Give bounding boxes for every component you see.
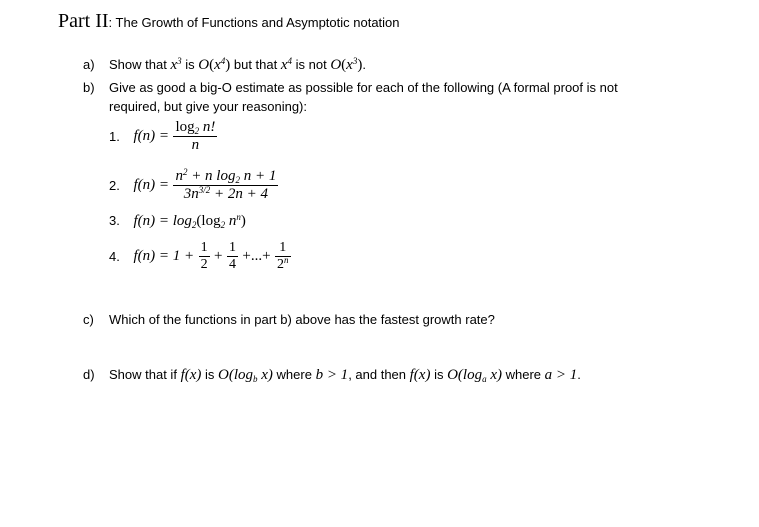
item-4-frac-3 (275, 240, 291, 273)
item-3-label: 3. (109, 213, 120, 228)
item-2-num-c: n + 1 (239, 168, 277, 184)
item-4-f3-sup: n (284, 255, 289, 265)
item-3-sub2: 2 (220, 220, 226, 230)
item-2-num-sup: 2 (182, 167, 188, 177)
item-2-num-sub: 2 (235, 175, 240, 185)
item-3-tail: n (225, 213, 237, 229)
question-d-where-1: where (272, 367, 316, 382)
item-4-frac-2 (227, 240, 238, 273)
item-1-lhs: f(n) = (133, 128, 169, 144)
item-4-f2-num: 1 (228, 240, 236, 255)
sub-a: a (482, 374, 487, 384)
question-d-where-2: where (502, 367, 545, 382)
question-a: a) Show that $x^3$ is $O(x^4)$ but that $x^4$ is not $O(x^3)$. (83, 56, 366, 73)
item-2-den-sup: 3/2 (198, 185, 211, 195)
question-d-and: , and then (348, 367, 410, 382)
item-3-sup: n (236, 212, 241, 222)
math-x: x (170, 57, 178, 73)
item-2-fraction (173, 168, 278, 203)
item-1-num-log: log (175, 119, 195, 135)
item-2-den-a: 3n (183, 186, 199, 202)
math-b-gt-1: b > 1 (315, 367, 349, 383)
exp-3-2: 3 (352, 56, 358, 66)
question-d-is: is (201, 367, 219, 382)
question-a-label: a) (83, 57, 95, 72)
sub-b: b (253, 374, 258, 384)
item-3-lhs: f(n) = log (133, 213, 192, 229)
question-a-end: . (362, 57, 366, 72)
item-3-close: ) (240, 213, 246, 229)
exp-4: 4 (220, 56, 226, 66)
item-4-dots: +...+ (242, 248, 271, 264)
page-title (58, 10, 400, 33)
item-2-den-b: + 2n + 4 (210, 186, 269, 202)
math-a-gt-1: a > 1 (544, 367, 578, 383)
question-d (83, 367, 581, 384)
math-O-2: O (330, 57, 342, 73)
question-d-text-1: Show that if (109, 367, 177, 382)
math-x-2: x (214, 57, 221, 73)
math-x-3: x (280, 57, 288, 73)
math-O-log-a: O(log (447, 367, 483, 383)
question-d-end: . (577, 367, 581, 382)
math-x-close-2: x) (486, 367, 502, 383)
item-4-f1-num: 1 (200, 240, 208, 255)
question-b-line2: required, but give your reasoning): (109, 99, 308, 114)
item-4-f3-num: 1 (279, 240, 287, 255)
question-a-is: is (181, 57, 199, 72)
question-c-label: c) (83, 312, 94, 327)
item-4-label: 4. (109, 249, 120, 264)
question-b-label: b) (83, 80, 95, 95)
item-1-den: n (173, 136, 217, 154)
question-b-line1 (83, 80, 618, 95)
math-O: O (198, 57, 210, 73)
question-c-text: Which of the functions in part b) above has the fastest growth rate? (109, 312, 495, 327)
exp-3: 3 (177, 56, 182, 66)
item-2-lhs: f(n) = (133, 177, 169, 193)
item-4-f3-den: 2 (277, 257, 285, 272)
question-b-text-1: Give as good a big-O estimate as possible for each of the following (A formal proof is not (109, 80, 618, 95)
item-3-mid: (log (196, 213, 221, 229)
math-fx-2: f(x) (409, 367, 431, 383)
item-4-plus: + (214, 248, 223, 264)
list-item (109, 240, 291, 273)
item-4-lhs: f(n) = 1 + (133, 248, 195, 264)
title-part-label: Part II (58, 10, 109, 32)
item-2-num-a: n (175, 168, 183, 184)
item-1-num-sub: 2 (194, 126, 200, 136)
item-4-frac-1 (199, 240, 210, 273)
item-2-num-b: + n log (187, 168, 236, 184)
item-1-label: 1. (109, 129, 120, 144)
list-item (109, 212, 246, 230)
list-item (109, 168, 278, 203)
item-4-f2-den: 4 (228, 257, 236, 272)
exp-4-2: 4 (287, 56, 293, 66)
item-1-fraction (173, 119, 217, 154)
math-fx: f(x) (180, 367, 202, 383)
question-a-text-1: Show that (109, 57, 167, 72)
math-x-4: x (346, 57, 353, 73)
item-4-f1-den: 2 (200, 257, 208, 272)
question-a-but: but that (230, 57, 281, 72)
item-3-sub1: 2 (191, 220, 197, 230)
list-item (109, 119, 217, 154)
item-2-label: 2. (109, 178, 120, 193)
math-O-log-b: O(log (218, 367, 254, 383)
question-d-is-2: is (430, 367, 448, 382)
item-1-num-tail: n! (199, 119, 216, 135)
question-a-isnot: is not (292, 57, 331, 72)
title-subtitle: : The Growth of Functions and Asymptotic notation (108, 15, 400, 30)
math-x-close-1: x) (257, 367, 273, 383)
question-d-label: d) (83, 367, 95, 382)
question-c (83, 312, 495, 327)
